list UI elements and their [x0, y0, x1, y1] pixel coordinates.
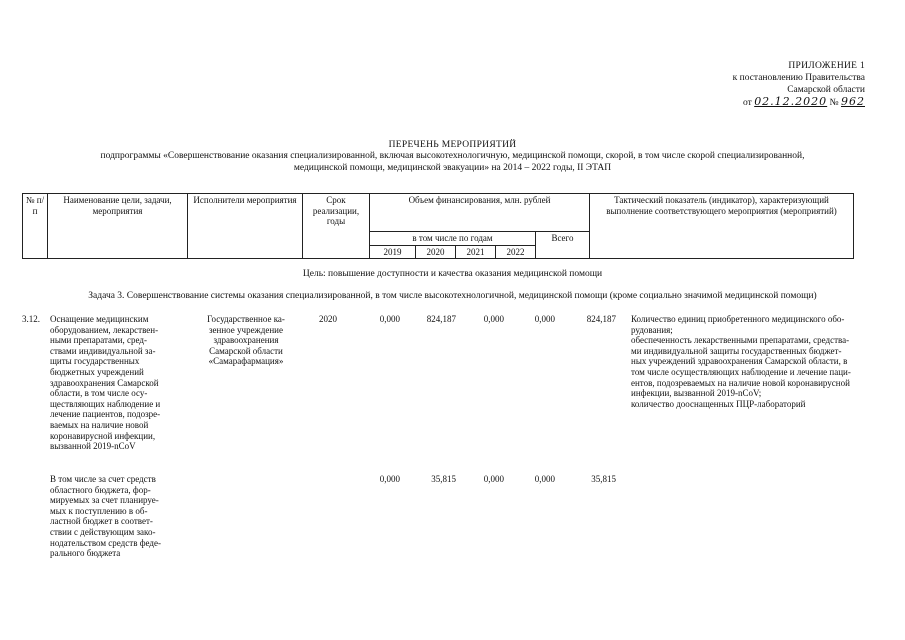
header-total: Всего [536, 232, 590, 259]
row2-name [50, 474, 186, 559]
text-line: инфекции, вызванной 2019-nCoV; [631, 388, 762, 399]
task-text: Задача 3. Совершенствование системы оказания специализированной, в том числе высокотехнологичной, медицинской помощи (кроме социально значимой медицинской помощи) [88, 291, 817, 301]
text-line: Самарской области [209, 345, 283, 356]
text-line: ваемых на наличие новой [50, 419, 149, 430]
text-line: зенное учреждение [209, 324, 283, 335]
text-line: области, в том числе осу- [50, 388, 148, 399]
text-line: «Самарафармация» [208, 356, 284, 367]
row1-indicator [631, 314, 893, 409]
handwritten-date: 02.12.2020 [754, 95, 828, 108]
text-line: ствами индивидуальной за- [50, 345, 156, 356]
subtitle-line-1: подпрограммы «Совершенствование оказания специализированной, включая высокотехнологичную, медицинской помощи, скорой, в том числе скорой специализированной, [100, 151, 805, 161]
appendix-date-line [600, 96, 865, 109]
text-line: нодательством средств феде- [50, 537, 161, 548]
header-num: № п/п [23, 194, 48, 259]
row1-value-2019: 0,000 [379, 314, 400, 324]
header-indicator: Тактический показатель (индикатор), характеризующий выполнение соответствующего мероприятия (мероприятий) [590, 194, 854, 259]
text-line: рудования; [631, 324, 673, 335]
text-line: ных учреждений здравоохранения Самарской области, в [631, 356, 848, 367]
row1-total: 824,187 [586, 314, 616, 324]
text-line: ствии с действующим зако- [50, 526, 156, 537]
row1-name [50, 314, 186, 452]
text-line: ентов, подозреваемых на наличие новой коронавирусной [631, 377, 850, 388]
text-line: вызванной 2019-nCoV [50, 441, 136, 452]
header-by-years: в том числе по годам [370, 232, 536, 246]
text-line: оборудованием, лекарствен- [50, 324, 159, 335]
row1-value-2021: 0,000 [483, 314, 504, 324]
row-number: 3.12. [22, 314, 40, 324]
goal-text: Цель: повышение доступности и качества оказания медицинской помощи [302, 269, 603, 279]
row2-value-2022: 0,000 [534, 474, 555, 484]
row1-value-2020: 824,187 [426, 314, 456, 324]
text-line: лечение пациентов, подозре- [50, 409, 161, 420]
document-title: ПЕРЕЧЕНЬ МЕРОПРИЯТИЙ [388, 140, 517, 150]
subtitle-line-2: медицинской помощи, медицинской эвакуации» на 2014 – 2022 годы, II ЭТАП [293, 162, 612, 173]
row2-total: 35,815 [591, 474, 616, 484]
text-line: том числе осуществляющих наблюдение и лечение паци- [631, 366, 851, 377]
text-line: здравоохранения [213, 335, 279, 346]
text-line: количество дооснащенных ПЦР-лабораторий [631, 398, 806, 409]
number-label: № [829, 98, 839, 108]
text-line: ластной бюджет в соответ- [50, 516, 153, 527]
appendix-title: ПРИЛОЖЕНИЕ 1 [788, 61, 865, 71]
header-funding: Объем финансирования, млн. рублей [370, 194, 590, 232]
text-line: В том числе за счет средств [50, 474, 156, 484]
header-year: 2021 [456, 245, 496, 259]
text-line: обеспеченность лекарственными препаратами, средства- [631, 335, 850, 346]
row2-value-2020: 35,815 [431, 474, 456, 484]
from-label: от [743, 98, 752, 108]
header-executors: Исполнители мероприятия [188, 194, 303, 259]
row2-value-2019: 0,000 [379, 474, 400, 484]
text-line: Государственное ка- [207, 314, 285, 324]
table-header [22, 193, 854, 259]
text-line: мируемых за счет планируе- [50, 495, 159, 506]
header-year: 2019 [370, 245, 416, 259]
text-line: ществляющих наблюдение и [50, 398, 161, 409]
row2-value-2021: 0,000 [483, 474, 504, 484]
text-line: здравоохранения Самарской [50, 377, 159, 388]
appendix-line-2: Самарской области [787, 85, 865, 95]
text-line: щиты государственных [50, 356, 140, 367]
text-line: Количество единиц приобретенного медицинского обо- [631, 314, 845, 324]
row1-executor [196, 314, 296, 367]
header-name: Наименование цели, задачи, мероприятия [48, 194, 188, 259]
appendix-block [600, 60, 865, 109]
text-line: мых к поступлению в об- [50, 505, 148, 516]
handwritten-number: 962 [841, 95, 865, 108]
text-line: бюджетных учреждений [50, 366, 144, 377]
header-year: 2022 [496, 245, 536, 259]
row1-term: 2020 [319, 314, 337, 324]
appendix-line-1: к постановлению Правительства [732, 73, 865, 83]
text-line: коронавирусной инфекции, [50, 430, 156, 441]
header-year: 2020 [416, 245, 456, 259]
text-line: рального бюджета [50, 548, 121, 559]
text-line: областного бюджета, фор- [50, 484, 151, 495]
row1-value-2022: 0,000 [534, 314, 555, 324]
text-line: ными препаратами, сред- [50, 335, 148, 346]
document-subtitle [20, 151, 885, 174]
header-term: Срок реализации, годы [303, 194, 370, 259]
text-line: Оснащение медицинским [50, 314, 149, 324]
text-line: ми индивидуальной защиты государственных бюджет- [631, 345, 842, 356]
